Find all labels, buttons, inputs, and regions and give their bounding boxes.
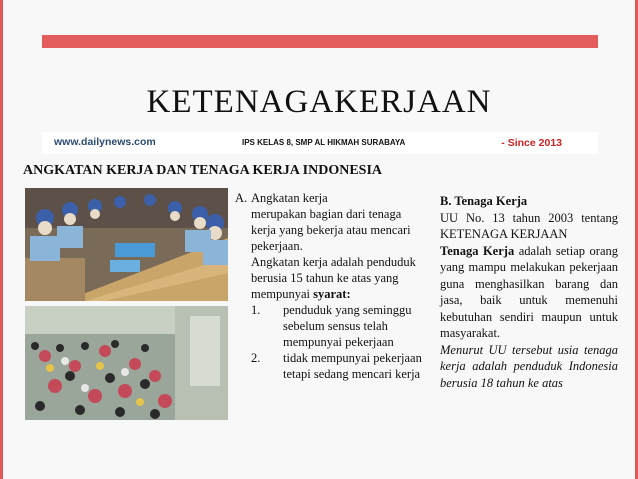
- website-label: www.dailynews.com: [54, 136, 156, 148]
- section-b-title: B. Tenaga Kerja: [440, 194, 528, 208]
- requirements-list: [235, 302, 427, 382]
- section-b-term: Tenaga Kerja: [440, 243, 515, 258]
- section-b-age-note: Menurut UU tersebut usia tenaga kerja adalah penduduk Indonesia berusia 18 tahun ke atas: [440, 342, 618, 390]
- list-item-number: 1.: [251, 303, 261, 317]
- list-item-text: tidak mempunyai pekerjaan tetapi sedang mencari kerja: [283, 351, 422, 381]
- list-item-text: penduduk yang seminggu sebelum sensus telah mempunyai pekerjaan: [283, 303, 412, 349]
- section-a-age-text: [251, 254, 427, 302]
- crowd-jobseekers-photo: [25, 306, 228, 420]
- slide-title: KETENAGAKERJAAN: [146, 84, 492, 120]
- section-a-title-row: [235, 190, 427, 206]
- section-b-definition: [440, 243, 618, 342]
- section-a-column: [235, 190, 427, 382]
- section-b-law: UU No. 13 tahun 2003 tentang KETENAGA KERJAAN: [440, 210, 618, 241]
- list-item: [251, 302, 427, 350]
- section-a-marker: A.: [235, 191, 248, 205]
- subtitle-bar: [42, 132, 598, 154]
- list-item: [251, 350, 427, 382]
- section-a-title: Angkatan kerja: [251, 191, 328, 205]
- section-a-age-pre: Angkatan kerja adalah penduduk berusia 15 tahun ke atas yang mempunyai: [251, 255, 416, 301]
- section-a-definition: merupakan bagian dari tenaga kerja yang bekerja atau mencari pekerjaan.: [251, 207, 411, 253]
- since-label: - Since 2013: [501, 137, 562, 149]
- section-heading: ANGKATAN KERJA DAN TENAGA KERJA INDONESIA: [23, 163, 382, 178]
- section-a-syarat: syarat:: [313, 287, 351, 301]
- list-item-number: 2.: [251, 351, 261, 365]
- school-label: IPS KELAS 8, SMP AL HIKMAH SURABAYA: [242, 138, 406, 147]
- factory-workers-photo: [25, 188, 228, 301]
- section-b-def-text: adalah setiap orang yang mampu melakukan pekerjaan guna menghasilkan barang dan jasa, baik untuk memenuhi kebutuhan sendiri maupun untuk masyarakat.: [440, 243, 619, 340]
- section-b-column: [440, 193, 618, 391]
- left-edge-stripe: [0, 0, 3, 479]
- top-accent-bar: [42, 35, 598, 48]
